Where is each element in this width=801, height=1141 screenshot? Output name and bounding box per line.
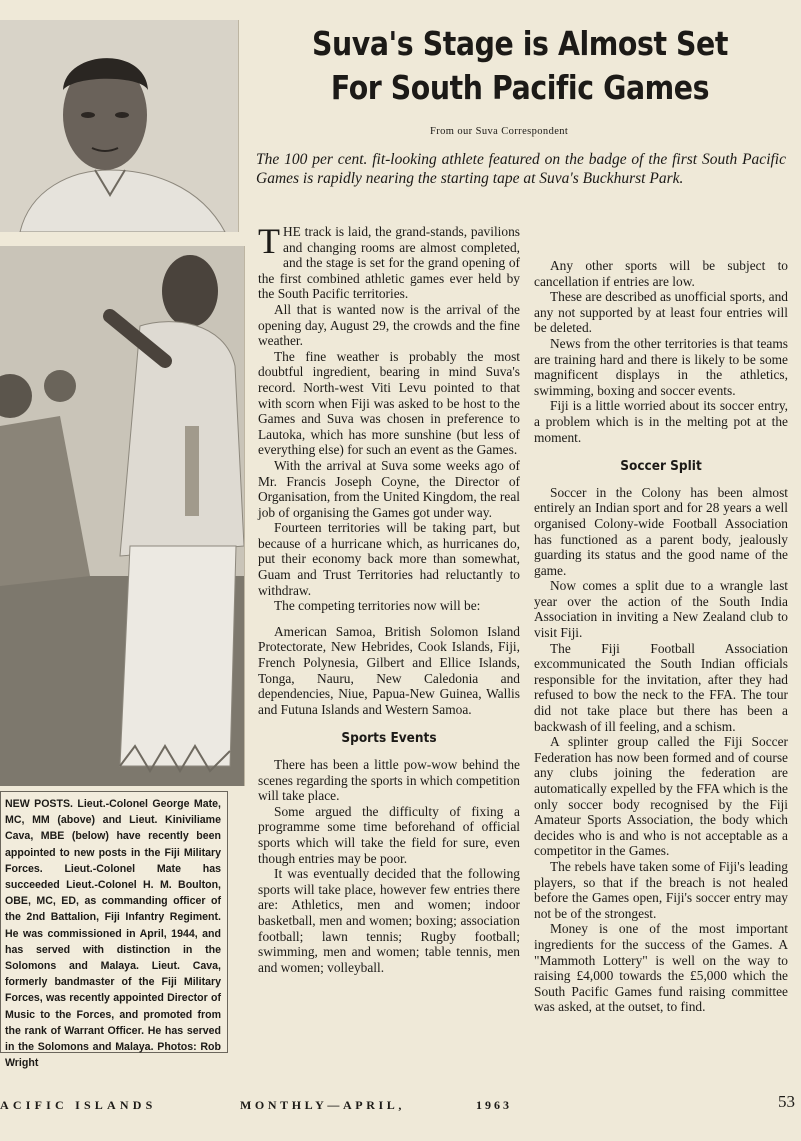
paragraph-8: There has been a little pow-wow behind the scenes regarding the sports in which competition will take place. [258, 757, 520, 804]
headline [288, 22, 752, 110]
portrait-photo-top [0, 20, 239, 232]
paragraph-6: The competing territories now will be: [274, 598, 481, 614]
article-column-right [534, 258, 788, 1015]
footer-year: 1963 [476, 1098, 512, 1112]
drop-cap: T [258, 221, 280, 261]
subhead-sports-events: Sports Events [341, 730, 437, 747]
paragraph-18: A splinter group called the Fiji Soccer Federation has now been formed and of course any clubs joining the federation are automatically expelled by the FFA which is the only soccer body recognised by the Fiji Amateur Sports Association, the body which decides who is and who is not acceptable as a competitor in the Games. [534, 734, 788, 859]
photo-credit: Photos: Rob Wright [5, 1041, 221, 1070]
portrait-illustration [0, 20, 238, 232]
article-column-middle [258, 221, 520, 975]
paragraph-20: Money is one of the most important ingredients for the success of the Games. A "Mammoth Lottery" is well on the way to raising £4,000 towards the £5,000 which the South Pacific Games fund raising committee was asked, at the outset, to find. [534, 921, 788, 1015]
paragraph-5: Fourteen territories will be taking part, but because of a hurricane which, as hurricanes do, put their economy back more than somewhat, Guam and Trust Territories had reluctantly to withdraw. [258, 520, 520, 598]
page-number: 53 [778, 1092, 795, 1111]
paragraph-15: Soccer in the Colony has been almost entirely an Indian sport and for 28 years a well organised Colony-wide Football Association has functioned as a parent body, jealously guarding its status and the good name of the game. [534, 484, 788, 578]
paragraph-2: All that is wanted now is the arrival of the opening day, August 29, the crowds and the fine weather. [258, 301, 520, 349]
paragraph-10: It was eventually decided that the following sports will take place, however few entries there are: Athletics, men and women; indoor basketball, men and women; boxing; association football; lawn tennis; Rugby football; swimming, men and women; table tennis, men and women; volleyball. [258, 866, 520, 975]
paragraph-3: The fine weather is probably the most doubtful ingredient, bearing in mind Suva's record. North-west Viti Levu pointed to that with scorn when Fiji was asked to be host to the Games and Suva was chosen in preference to Lautoka, which has more sunshine (but less of everything else) for such an event as the Games. [258, 348, 520, 458]
paragraph-4: With the arrival at Suva some weeks ago of Mr. Francis Joseph Coyne, the Director of Organisation, from the United Kingdom, the real job of organising the Games got under way. [258, 457, 520, 520]
paragraph-14: Fiji is a little worried about its soccer entry, a problem which is in the melting pot at the moment. [534, 398, 788, 445]
territories-list: American Samoa, British Solomon Island Protectorate, New Hebrides, Cook Islands, Fiji, French Polynesia, Gilbert and Ellice Islands, Tonga, Nauru, New Caledonia and dependencies, Niue, Papua-New Guinea, Wallis and Futuna Islands and Western Samoa. [258, 623, 520, 717]
paragraph-11: Any other sports will be subject to cancellation if entries are low. [534, 258, 788, 289]
paragraph-1-text: HE track is laid, the grand-stands, pavilions and changing rooms are almost completed, and the stage is set for the grand opening of the first combined athletic games ever held by the South Pacific territories. [258, 224, 520, 302]
caption-text: NEW POSTS. Lieut.-Colonel George Mate, MC, MM (above) and Lieut. Kiniviliame Cava, MBE (below) have recently been appointed to new posts in the Fiji Military Forces. Lieut.-Colonel Mate has succeeded Lieut.-Colonel H. M. Boulton, OBE, MC, ED, as commanding officer of the 2nd Battalion, Fiji Infantry Regiment. He was commissioned in April, 1944, and has served with distinction in the Solomons and Malaya. Lieut. Cava, formerly bandmaster of the Fiji Military Forces, was recently appointed Director of Music to the Forces, and promoted from the rank of Warrant Officer. He has served in the Solomons and Malaya. [5, 798, 221, 1054]
paragraph-19: The rebels have taken some of Fiji's leading players, so that if the breach is not healed before the Games open, Fiji's soccer entry may not be of the strongest. [534, 858, 788, 921]
byline: From our Suva Correspondent [430, 126, 569, 137]
paragraph-1 [258, 221, 520, 302]
bandmaster-illustration [0, 246, 244, 786]
headline-line-2: For South Pacific Games [330, 68, 710, 107]
footer-publication: ACIFIC ISLANDS [0, 1098, 157, 1112]
photo-caption [0, 791, 228, 1070]
paragraph-13: News from the other territories is that teams are training hard and there is likely to be some magnificent displays in the athletics, swimming, boxing and soccer events. [534, 335, 788, 398]
paragraph-16: Now comes a split due to a wrangle last year over the action of the South India Association in inviting a New Zealand club to visit Fiji. [534, 578, 788, 641]
paragraph-9: Some argued the difficulty of fixing a programme some time beforehand of official sports which will take the field for sure, even though entries may be poor. [258, 803, 520, 866]
subhead-soccer-split: Soccer Split [620, 458, 702, 475]
headline-line-1: Suva's Stage is Almost Set [311, 24, 729, 63]
footer-issue: MONTHLY—APRIL, [240, 1098, 405, 1112]
paragraph-12: These are described as unofficial sports, and any not supported by at least four entries will be deleted. [534, 289, 788, 336]
portrait-photo-bottom [0, 246, 245, 786]
standfirst: The 100 per cent. fit-looking athlete featured on the badge of the first South Pacific Games is rapidly nearing the starting tape at Suva's Buckhurst Park. [256, 151, 786, 187]
paragraph-17: The Fiji Football Association excommunicated the South Indian officials responsible for the invitation, after they had refused to bow the neck to the FFA. The tour did not take place but there has been a backwash of ill feeling, and a schism. [534, 640, 788, 734]
